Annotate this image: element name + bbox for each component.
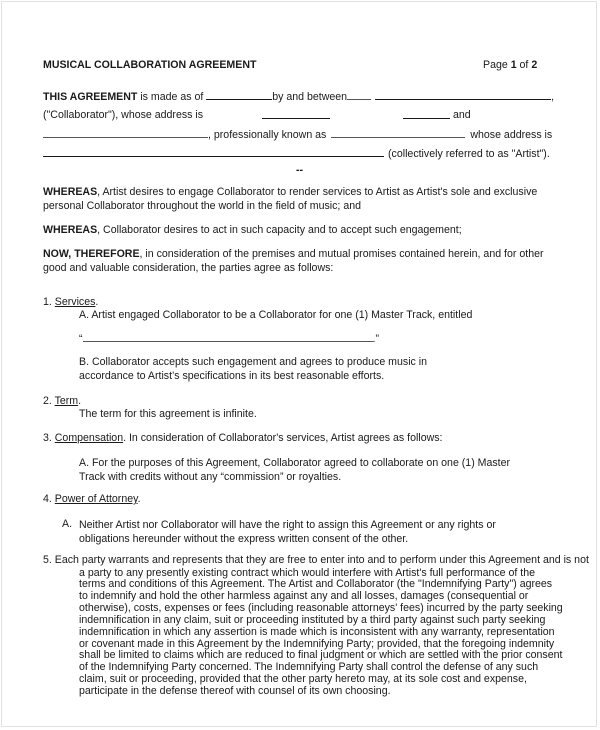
whereas-label: WHEREAS (43, 186, 98, 198)
section-intro: . In consideration of Collaborator's services, Artist agrees as follows: (123, 432, 443, 444)
professionally-known-text: , professionally known as (208, 129, 327, 141)
section-title-compensation: Compensation (54, 432, 124, 444)
section-title-power-of-attorney: Power of Attorney (54, 493, 138, 505)
section-number: 4. (43, 493, 55, 505)
section-title-services: Services (54, 296, 96, 308)
document-title: MUSICAL COLLABORATION AGREEMENT (43, 59, 257, 71)
preamble-line-1 (43, 90, 554, 104)
compensation-clause-a: A. For the purposes of this Agreement, Collaborator agreed to collaborate on one (1) Master Track with credits without any “commission” or royalties. (79, 457, 511, 484)
section-number: 5. Each (43, 554, 79, 566)
this-agreement-label: THIS AGREEMENT (43, 91, 138, 103)
artist-address-blank[interactable] (43, 147, 384, 157)
quote-open: “ (79, 333, 83, 345)
page-total: 2 (531, 59, 538, 71)
and-text: and (453, 109, 471, 121)
recital-text: , Artist desires to engage Collaborator to render services to Artist as Artist's sole and exclusive personal Collaborator throughout the world in the field of music; and (43, 186, 538, 213)
section-punct: . (95, 296, 99, 308)
comma: , (551, 91, 555, 103)
quote-close: .” (372, 333, 380, 345)
section-2-heading (43, 395, 81, 408)
preamble-line-3 (43, 128, 552, 142)
recital-1 (43, 185, 563, 213)
term-clause: The term for this agreement is infinite. (79, 408, 257, 420)
recital-2 (43, 223, 563, 237)
party-blank-short[interactable] (347, 90, 371, 100)
section-5-first-line-text: party warrants and represents that they are free to enter into and to perform under this Agreement and is not (78, 554, 589, 566)
recital-3 (43, 247, 563, 275)
recital-text: , in consideration of the premises and mutual promises contained herein, and for other good and valuable consideration, the parties agree as follows: (43, 248, 544, 275)
made-as-of-text: is made as of (137, 91, 207, 103)
address-blank-1[interactable] (262, 109, 330, 119)
section-number: 2. (43, 395, 55, 407)
track-title-blank[interactable] (83, 332, 373, 342)
clause-label: A. (62, 518, 73, 530)
page-current: 1 (510, 59, 517, 71)
services-clause-b: B. Collaborator accepts such engagement and agrees to produce music in accordance to Artist’s specifications in its best reasonable efforts. (79, 356, 428, 383)
separator: -- (296, 164, 304, 176)
page-indicator (483, 59, 537, 72)
preamble-line-4 (43, 147, 550, 161)
section-title-term: Term (54, 395, 79, 407)
section-punct: . (78, 395, 82, 407)
address-blank-2[interactable] (403, 109, 450, 119)
professional-name-blank[interactable] (331, 128, 465, 138)
preamble-line-2 (43, 109, 203, 122)
by-and-between-text: by and between (272, 91, 348, 103)
section-number: 1. (43, 296, 55, 308)
section-3-heading (43, 432, 442, 445)
collaborator-name-blank[interactable] (375, 90, 551, 100)
section-1-heading (43, 296, 98, 309)
section-4-heading (43, 493, 141, 506)
section-punct: . (137, 493, 141, 505)
section-number: 3. (43, 432, 55, 444)
date-blank[interactable] (206, 90, 272, 100)
warranties-indemnity-clause: a party to any presently existing contract which would interfere with Artist's full performance of the terms and conditions of this Agreement. The Artist and Collaborator (the "Indemnifying Party") agrees to indemnify and hold the other harmless against any and all losses, damages (consequential or otherwise), costs, expenses or fees (including reasonable attorneys' fees) incurred by the party seeking indemnification in any claim, suit or proceeding instituted by a third party against such party seeking indemnification in which any assertion is made which is inconsistent with any warranty, representation or covenant made in this Agreement by the Indemnifying Party; provided, that the foregoing indemnity shall be limited to claims which are reduced to final judgment or which are settled with the prior consent of the Indemnifying Party concerned. The Indemnifying Party shall control the defense of any such claim, suit or proceeding, provided that the other party hereto may, at its sole cost and expense, participate in the defense thereof with counsel of its own choosing. (79, 566, 563, 697)
track-title-line (79, 332, 379, 346)
collectively-referred-text: (collectively referred to as "Artist"). (388, 148, 550, 160)
page-prefix: Page (483, 59, 511, 71)
section-5-first-line (43, 554, 589, 567)
recital-text: , Collaborator desires to act in such capacity and to accept such engagement; (97, 224, 462, 236)
page-of: of (516, 59, 532, 71)
power-of-attorney-clause-a: Neither Artist nor Collaborator will have the right to assign this Agreement or any rights or obligations hereunder without the express written consent of the other. (79, 519, 496, 546)
collaborator-address-text: ("Collaborator"), whose address is (43, 109, 204, 121)
now-therefore-label: NOW, THEREFORE (43, 248, 140, 260)
services-clause-a: A. Artist engaged Collaborator to be a Collaborator for one (1) Master Track, entitled (79, 309, 473, 321)
whereas-label: WHEREAS (43, 224, 98, 236)
artist-address-text: whose address is (470, 129, 553, 141)
collaborator-address-blank[interactable] (43, 128, 208, 138)
